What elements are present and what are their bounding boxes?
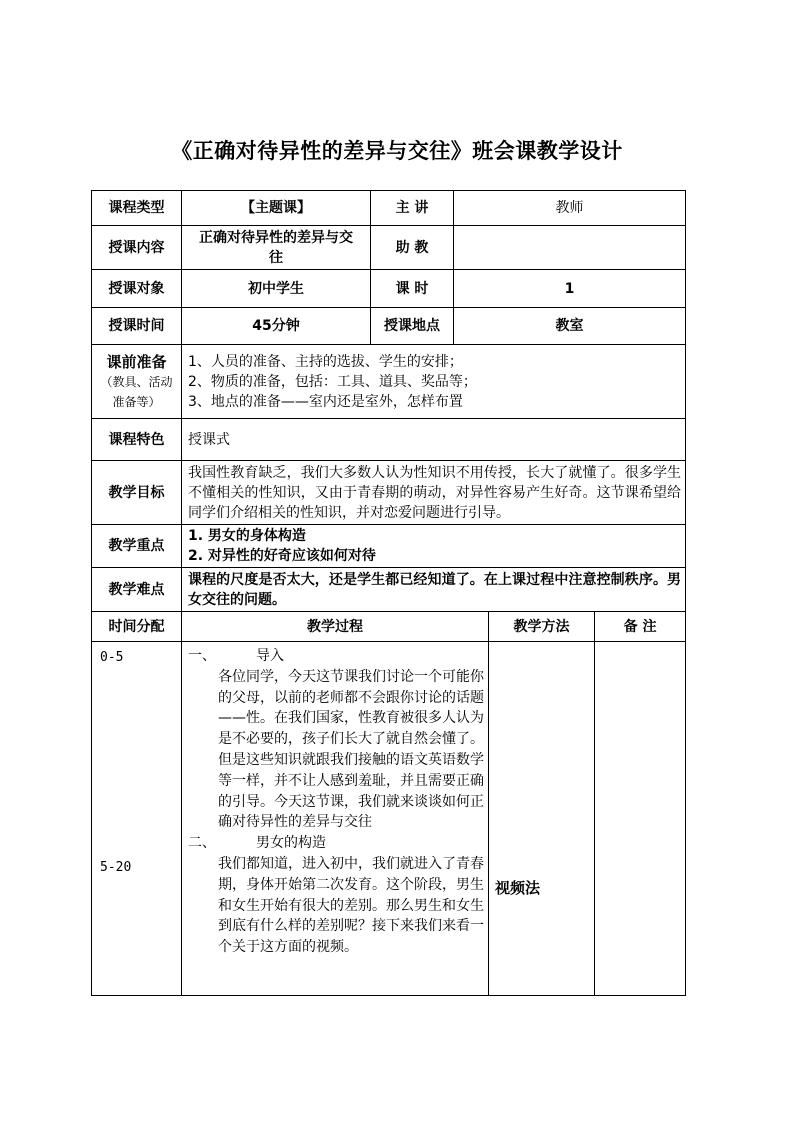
row-features <box>92 419 686 461</box>
key-label: 教学重点 <box>92 525 182 568</box>
section-text-structure: 我们都知道，进入初中，我们就进入了青春期，身体开始第二次发育。这个阶段，男生和女生开始有很大的差别。那么男生和女生到底有什么样的差别呢？接下来我们来看一个关于这方面的视频。 <box>218 855 484 956</box>
prep-line: 3、地点的准备——室内还是室外，怎样布置 <box>188 393 463 410</box>
key-content <box>182 525 686 568</box>
difficulty-value: 课程的尺度是否太大，还是学生都已经知道了。在上课过程中注意控制秩序。男女交往的问题。 <box>182 568 686 612</box>
section-title: 导入 <box>256 648 284 664</box>
lesson-plan-table <box>91 190 686 996</box>
header-process: 教学过程 <box>182 612 489 642</box>
header-method: 教学方法 <box>489 612 595 642</box>
time-slot-1: 0-5 <box>100 650 124 665</box>
row-course-type <box>92 191 686 226</box>
assistant-label: 助 教 <box>371 226 454 270</box>
row-process-header <box>92 612 686 642</box>
row-process-body <box>92 642 686 996</box>
key-line: 2. 对异性的好奇应该如何对待 <box>188 548 376 564</box>
prep-content <box>182 345 686 419</box>
content-value: 正确对待异性的差异与交往 <box>182 226 371 270</box>
section-heading-structure <box>188 833 484 854</box>
process-method-cell <box>489 642 595 996</box>
key-line: 1. 男女的身体构造 <box>188 528 306 544</box>
course-type-label: 课程类型 <box>92 191 182 226</box>
row-time <box>92 308 686 345</box>
row-key <box>92 525 686 568</box>
goal-label: 教学目标 <box>92 461 182 525</box>
section-heading-intro <box>188 646 484 667</box>
features-value: 授课式 <box>182 419 686 461</box>
prep-label: 课前准备 <box>106 352 167 371</box>
prep-sublabel: （教具、活动准备等） <box>100 374 173 409</box>
prep-line: 1、人员的准备、主持的选拔、学生的安排； <box>188 353 463 370</box>
difficulty-label: 教学难点 <box>92 568 182 612</box>
hours-label: 课 时 <box>371 270 454 308</box>
content-label: 授课内容 <box>92 226 182 270</box>
course-type-value: 【主题课】 <box>182 191 371 226</box>
process-time-cell <box>92 642 182 996</box>
row-difficulty <box>92 568 686 612</box>
hours-value: 1 <box>454 270 686 308</box>
assistant-value <box>454 226 686 270</box>
time-slot-2: 5-20 <box>100 860 132 875</box>
row-prep <box>92 345 686 419</box>
audience-value: 初中学生 <box>182 270 371 308</box>
prep-label-cell <box>92 345 182 419</box>
header-note: 备 注 <box>595 612 686 642</box>
place-value: 教室 <box>454 308 686 345</box>
audience-label: 授课对象 <box>92 270 182 308</box>
time-label: 授课时间 <box>92 308 182 345</box>
goal-value: 我国性教育缺乏，我们大多数人认为性知识不用传授，长大了就懂了。很多学生不懂相关的性知识，又由于青春期的萌动，对异性容易产生好奇。这节课希望给同学们介绍相关的性知识，并对恋爱问题进行引导。 <box>182 461 686 525</box>
time-value: 45分钟 <box>182 308 371 345</box>
lecturer-value: 教师 <box>454 191 686 226</box>
prep-line: 2、物质的准备，包括：工具、道具、奖品等； <box>188 373 477 390</box>
section-text-intro: 各位同学，今天这节课我们讨论一个可能你的父母，以前的老师都不会跟你讨论的话题——性。在我们国家，性教育被很多人认为是不必要的，孩子们长大了就自然会懂了。但是这些知识就跟我们接触的语文英语数学等一样，并不让人感到羞耻，并且需要正确的引导。今天这节课，我们就来谈谈如何正确对待异性的差异与交往 <box>218 668 484 831</box>
page-title: 《正确对待异性的差异与交往》班会课教学设计 <box>171 139 623 163</box>
method-value: 视频法 <box>495 879 541 897</box>
header-time: 时间分配 <box>92 612 182 642</box>
lecturer-label: 主 讲 <box>371 191 454 226</box>
process-content-cell <box>182 642 489 996</box>
row-goal <box>92 461 686 525</box>
place-label: 授课地点 <box>371 308 454 345</box>
section-number: 一、 <box>188 648 216 664</box>
row-audience <box>92 270 686 308</box>
section-title: 男女的构造 <box>256 835 326 852</box>
features-label: 课程特色 <box>92 419 182 461</box>
process-note-cell <box>595 642 686 996</box>
row-content <box>92 226 686 270</box>
section-number: 二、 <box>188 835 216 852</box>
